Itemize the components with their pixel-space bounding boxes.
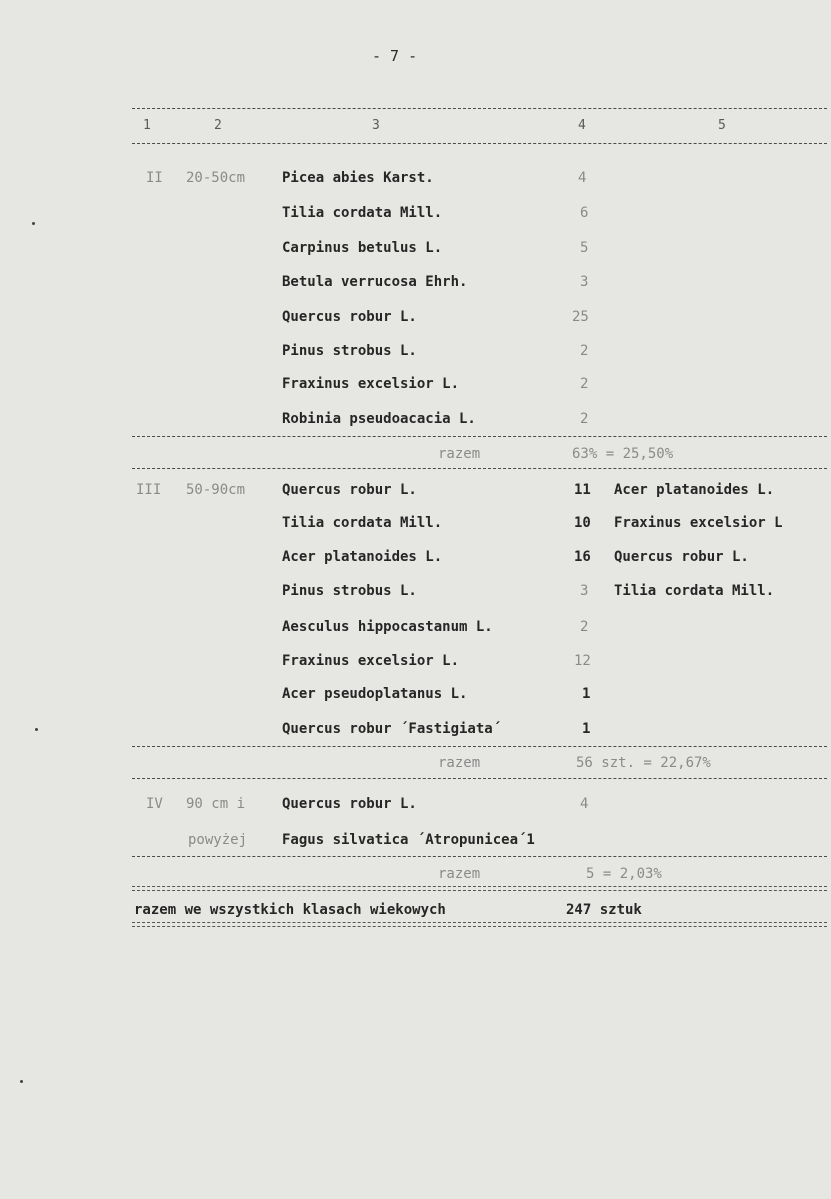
species-name: Tilia cordata Mill. (282, 205, 443, 221)
species-count: 5 (580, 240, 589, 256)
header-col-1: 1 (143, 118, 151, 133)
species-name: Fagus silvatica ´Atropunicea´1 (282, 832, 535, 848)
species-name: Acer platanoides L. (282, 549, 443, 565)
col5-species: Quercus robur L. (614, 549, 749, 565)
species-count: 6 (580, 205, 589, 221)
species-name: Betula verrucosa Ehrh. (282, 274, 468, 290)
page-number: - 7 - (372, 47, 418, 65)
subtotal-value: 5 = 2,03% (586, 866, 662, 882)
species-count: 12 (574, 653, 591, 669)
species-count: 4 (578, 170, 587, 186)
species-name: Tilia cordata Mill. (282, 515, 443, 531)
species-name: Carpinus betulus L. (282, 240, 443, 256)
grand-total-value: 247 sztuk (566, 902, 642, 918)
scan-speck (20, 1080, 23, 1083)
grand-total-label: razem we wszystkich klasach wiekowych (134, 902, 446, 918)
species-name: Quercus robur ´Fastigiata´ (282, 721, 502, 737)
species-count: 3 (580, 274, 589, 290)
species-name: Acer pseudoplatanus L. (282, 686, 468, 702)
group-class: II (146, 170, 163, 186)
double-rule (132, 922, 827, 927)
species-count: 1 (582, 721, 591, 737)
group-separator (132, 436, 827, 437)
species-name: Pinus strobus L. (282, 343, 417, 359)
group-separator (132, 778, 827, 779)
species-count: 4 (580, 796, 589, 812)
scan-speck (35, 728, 38, 731)
species-name: Fraxinus excelsior L. (282, 653, 460, 669)
group-class: III (136, 482, 162, 498)
species-name: Robinia pseudoacacia L. (282, 411, 476, 427)
group-range: 20-50cm (186, 170, 246, 186)
species-count: 16 (574, 549, 591, 565)
subtotal-label: razem (438, 755, 481, 771)
species-name: Picea abies Karst. (282, 170, 434, 186)
species-count: 1 (582, 686, 591, 702)
subtotal-value: 63% = 25,50% (572, 446, 674, 462)
header-col-5: 5 (718, 118, 726, 133)
group-range-continued: powyżej (188, 832, 248, 848)
scan-speck (32, 222, 35, 225)
double-rule (132, 886, 827, 891)
group-separator (132, 746, 827, 747)
col5-species: Fraxinus excelsior L (614, 515, 783, 531)
group-separator (132, 468, 827, 469)
group-class: IV (146, 796, 163, 812)
group-range: 50-90cm (186, 482, 246, 498)
header-col-3: 3 (372, 118, 380, 133)
species-count: 11 (574, 482, 591, 498)
header-col-4: 4 (578, 118, 586, 133)
group-range: 90 cm i (186, 796, 246, 812)
species-count: 2 (580, 376, 589, 392)
species-count: 10 (574, 515, 591, 531)
col5-species: Tilia cordata Mill. (614, 583, 775, 599)
species-name: Pinus strobus L. (282, 583, 417, 599)
species-name: Quercus robur L. (282, 796, 417, 812)
group-separator (132, 856, 827, 857)
header-col-2: 2 (214, 118, 222, 133)
col5-species: Acer platanoides L. (614, 482, 775, 498)
species-count: 2 (580, 411, 589, 427)
species-count: 3 (580, 583, 589, 599)
species-name: Quercus robur L. (282, 482, 417, 498)
species-name: Quercus robur L. (282, 309, 417, 325)
species-name: Aesculus hippocastanum L. (282, 619, 493, 635)
species-count: 25 (572, 309, 589, 325)
subtotal-label: razem (438, 866, 481, 882)
species-count: 2 (580, 343, 589, 359)
header-bottom-rule (132, 143, 827, 144)
species-count: 2 (580, 619, 589, 635)
header-top-rule (132, 108, 827, 109)
species-name: Fraxinus excelsior L. (282, 376, 460, 392)
subtotal-value: 56 szt. = 22,67% (576, 755, 711, 771)
subtotal-label: razem (438, 446, 481, 462)
